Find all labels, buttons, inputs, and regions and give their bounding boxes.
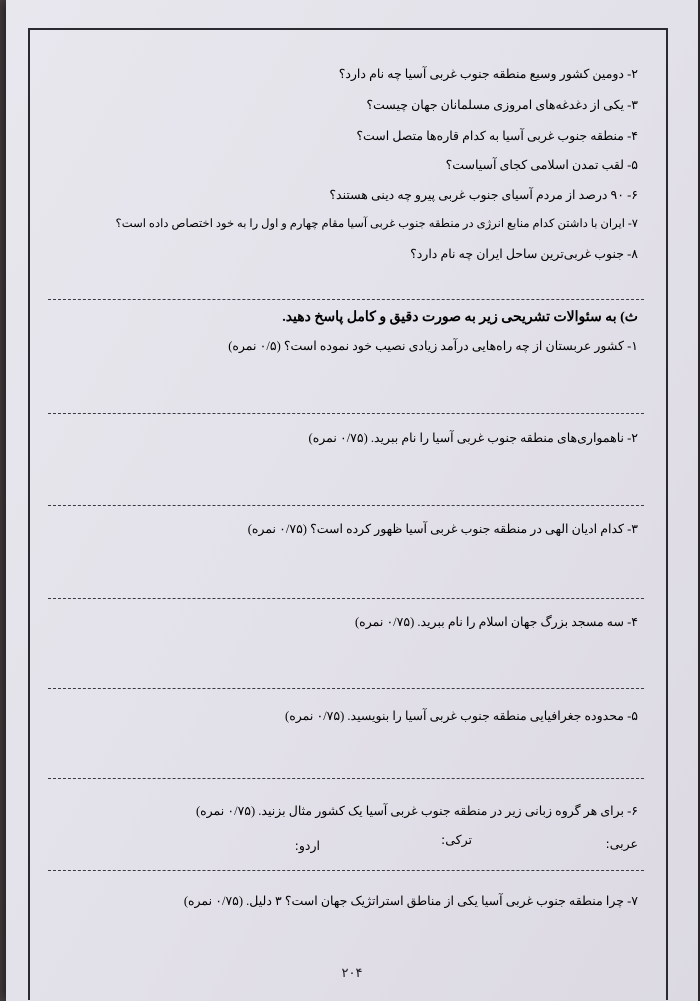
descriptive-question-7: ۷- چرا منطقه جنوب غربی آسیا یکی از مناطق استراتژیک جهان است؟ ۳ دلیل. (۰/۷۵ نمره): [183, 894, 638, 908]
worksheet-page: [6, 0, 698, 1001]
descriptive-question-2: ۲- ناهمواری‌های منطقه جنوب غربی آسیا را نام ببرید. (۰/۷۵ نمره): [308, 431, 638, 445]
descriptive-question-6: ۶- برای هر گروه زبانی زیر در منطقه جنوب غربی آسیا یک کشور مثال بزنید. (۰/۷۵ نمره): [195, 804, 638, 818]
language-urdu-label: اردو:: [294, 838, 320, 853]
language-turkish-label: ترکی:: [441, 832, 472, 847]
language-arabic-label: عربی:: [605, 836, 638, 851]
short-question-2: ۲- دومین کشور وسیع منطقه جنوب غربی آسیا چه نام دارد؟: [338, 67, 638, 81]
answer-line: [48, 778, 644, 779]
short-question-6: ۶- ۹۰ درصد از مردم آسیای جنوب غربی پیرو چه دینی هستند؟: [329, 188, 638, 202]
answer-line: [48, 870, 644, 871]
answer-line: [48, 413, 644, 414]
answer-line: [48, 688, 644, 689]
descriptive-question-4: ۴- سه مسجد بزرگ جهان اسلام را نام ببرید. (۰/۷۵ نمره): [355, 615, 638, 629]
short-question-5: ۵- لقب تمدن اسلامی کجای آسیاست؟: [445, 158, 638, 172]
answer-line: [48, 299, 644, 300]
descriptive-question-3: ۳- کدام ادیان الهی در منطقه جنوب غربی آسیا ظهور کرده است؟ (۰/۷۵ نمره): [247, 522, 638, 536]
short-question-3: ۳- یکی از دغدغه‌های امروزی مسلمانان جهان چیست؟: [366, 98, 638, 112]
answer-line: [48, 505, 644, 506]
page-border: [28, 28, 668, 1000]
page-number: ۲۰۴: [341, 966, 363, 981]
descriptive-question-5: ۵- محدوده جغرافیایی منطقه جنوب غربی آسیا را بنویسید. (۰/۷۵ نمره): [285, 709, 638, 723]
descriptive-question-1: ۱- کشور عربستان از چه راه‌هایی درآمد زیادی نصیب خود نموده است؟ (۰/۵ نمره): [228, 339, 638, 353]
short-question-7: ۷- ایران با داشتن کدام منابع انرژی در منطقه جنوب غربی آسیا مقام چهارم و اول را به خود اختصاص داده است؟: [115, 217, 638, 230]
short-question-8: ۸- جنوب غربی‌ترین ساحل ایران چه نام دارد؟: [410, 247, 638, 261]
section-heading: ث) به سئوالات تشریحی زیر به صورت دقیق و کامل پاسخ دهید.: [282, 310, 638, 325]
answer-line: [48, 598, 644, 599]
short-question-4: ۴- منطقه جنوب غربی آسیا به کدام قاره‌ها متصل است؟: [356, 129, 638, 143]
